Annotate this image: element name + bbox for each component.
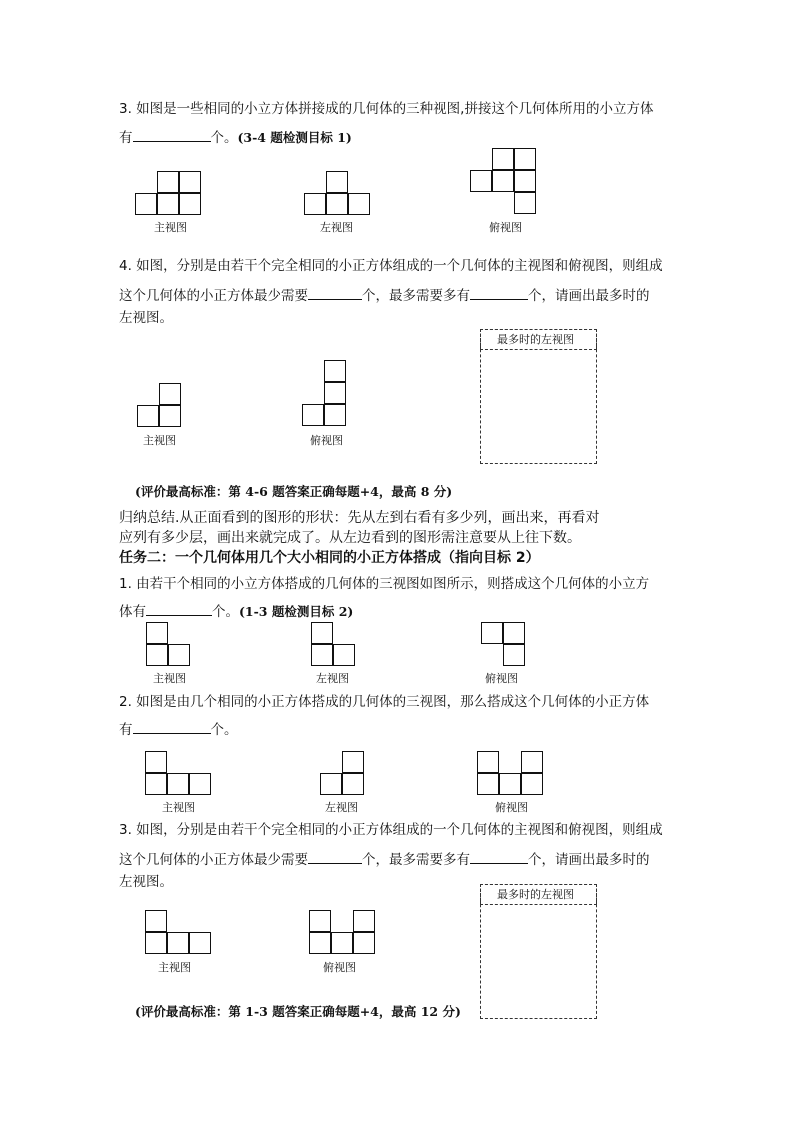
t3-max-blank[interactable] — [470, 850, 528, 864]
summary-line1: 归纳总结.从正面看到的图形的形状：先从左到右看有多少列，画出来，再看对 — [119, 510, 600, 526]
t3-min-blank[interactable] — [308, 850, 362, 864]
q4-line1: 4. 如图，分别是由若干个完全相同的小正方体组成的一个几何体的主视图和俯视图，则组成 — [119, 258, 663, 274]
t2-text-post: 个。 — [210, 722, 238, 738]
t3-line3: 左视图。 — [119, 874, 173, 890]
t2-front-caption: 主视图 — [162, 801, 195, 814]
q4-top-caption: 俯视图 — [310, 434, 343, 447]
t1-left-caption: 左视图 — [316, 672, 349, 685]
t2-line1: 2. 如图是由几个相同的小正方体搭成的几何体的三视图，那么搭成这个几何体的小正方体 — [119, 694, 650, 710]
t2-top-view — [477, 751, 547, 797]
q4-front-caption: 主视图 — [143, 434, 176, 447]
t2-left-view — [320, 751, 368, 797]
t3-drawing-title: 最多时的左视图 — [497, 888, 574, 901]
q4-front-view — [137, 383, 185, 429]
t2-front-view — [145, 751, 215, 797]
t1-text-post: 个。 — [212, 604, 239, 620]
t3-text-a: 这个几何体的小正方体最少需要 — [119, 852, 308, 868]
summary-line2: 应列有多少层，画出来就完成了。从左边看到的图形需注意要从上往下数。 — [119, 530, 581, 546]
q3-answer-blank[interactable] — [133, 128, 211, 142]
t1-top-caption: 俯视图 — [485, 672, 518, 685]
score-standard-2: (评价最高标准：第 1-3 题答案正确每题+4，最高 12 分) — [135, 1004, 461, 1019]
t3-top-caption: 俯视图 — [323, 961, 356, 974]
t2-text-pre: 有 — [119, 722, 133, 738]
t1-top-view — [481, 622, 529, 668]
q3-line1: 3. 如图是一些相同的小立方体拼接成的几何体的三种视图,拼接这个几何体所用的小立方体 — [119, 101, 654, 117]
q3-top-caption: 俯视图 — [489, 221, 522, 234]
t1-target-tag: (1-3 题检测目标 2) — [239, 604, 354, 619]
q4-text-c: 个，请画出最多时的 — [528, 288, 650, 304]
t1-answer-blank[interactable] — [146, 602, 212, 616]
t2-line2 — [119, 720, 238, 738]
t3-text-c: 个，请画出最多时的 — [528, 852, 650, 868]
t1-text-pre: 体有 — [119, 604, 146, 620]
q4-line2 — [119, 286, 650, 304]
q3-text-pre: 有 — [119, 130, 133, 146]
t2-answer-blank[interactable] — [133, 720, 211, 734]
t3-line1: 3. 如图，分别是由若干个完全相同的小正方体组成的一个几何体的主视图和俯视图，则组成 — [119, 822, 663, 838]
t2-top-caption: 俯视图 — [495, 801, 528, 814]
task2-heading: 任务二：一个几何体用几个大小相同的小正方体搭成（指向目标 2） — [119, 550, 540, 566]
t3-front-view — [145, 910, 215, 956]
t1-line2 — [119, 602, 353, 620]
q4-line3: 左视图。 — [119, 310, 173, 326]
q3-left-caption: 左视图 — [320, 221, 353, 234]
q4-max-blank[interactable] — [470, 286, 528, 300]
q3-front-view — [135, 171, 205, 217]
score-standard-1: (评价最高标准：第 4-6 题答案正确每题+4，最高 8 分) — [135, 484, 453, 499]
q4-drawing-title: 最多时的左视图 — [497, 333, 574, 346]
t1-left-view — [311, 622, 359, 668]
q3-top-view — [470, 148, 540, 218]
t1-front-view — [146, 622, 194, 668]
t1-line1: 1. 由若干个相同的小立方体搭成的几何体的三视图如图所示，则搭成这个几何体的小立方 — [119, 576, 650, 592]
t3-top-view — [309, 910, 379, 956]
t3-text-b: 个，最多需要多有 — [362, 852, 470, 868]
t1-front-caption: 主视图 — [153, 672, 186, 685]
q3-text-post: 个。 — [210, 130, 238, 146]
q3-line2 — [119, 128, 352, 146]
q4-min-blank[interactable] — [308, 286, 362, 300]
q3-front-caption: 主视图 — [154, 221, 187, 234]
q4-top-view — [302, 360, 350, 430]
t2-left-caption: 左视图 — [325, 801, 358, 814]
q4-text-b: 个，最多需要多有 — [362, 288, 470, 304]
q3-target-tag: (3-4 题检测目标 1) — [237, 130, 352, 145]
t3-line2 — [119, 850, 650, 868]
q4-text-a: 这个几何体的小正方体最少需要 — [119, 288, 308, 304]
q3-left-view — [304, 171, 374, 217]
t3-front-caption: 主视图 — [158, 961, 191, 974]
